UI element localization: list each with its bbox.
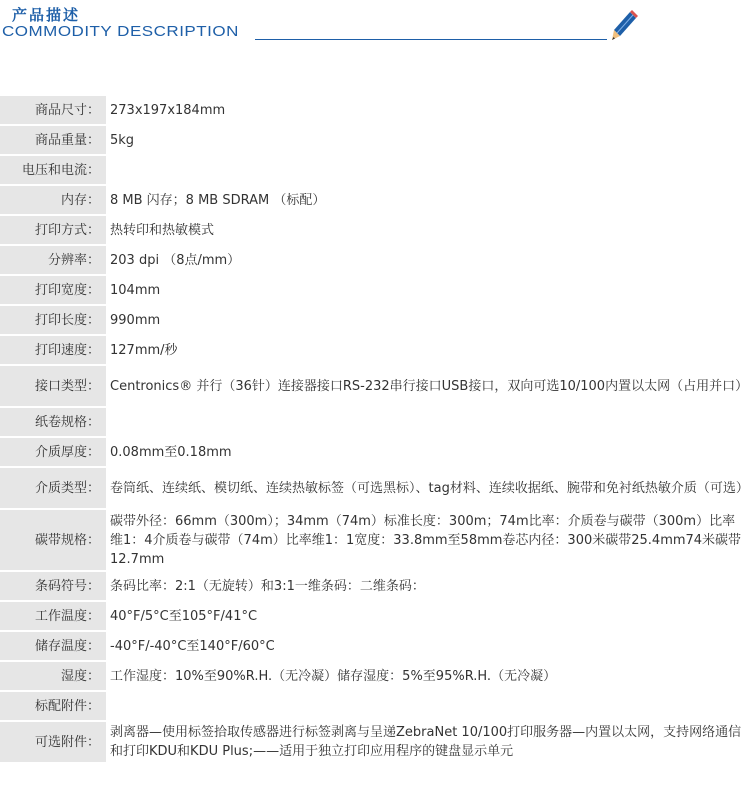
spec-row (0, 631, 750, 661)
spec-label: 打印长度： (0, 305, 106, 335)
header-divider (255, 39, 607, 40)
spec-value: -40°F/-40°C至140°F/60°C (106, 631, 750, 661)
spec-row (0, 601, 750, 631)
spec-row (0, 509, 750, 571)
spec-row (0, 275, 750, 305)
spec-row (0, 365, 750, 407)
spec-label: 标配附件： (0, 691, 106, 721)
spec-value: 剥离器—使用标签拾取传感器进行标签剥离与呈递ZebraNet 10/100打印服务器—内置以太网，支持网络通信和打印KDU和KDU Plus;——适用于独立打印应用程序的键盘显示单元 (106, 721, 750, 763)
pencil-icon (610, 10, 638, 42)
spec-label: 商品重量： (0, 125, 106, 155)
spec-value (106, 691, 750, 721)
spec-label: 碳带规格： (0, 509, 106, 571)
spec-value: 990mm (106, 305, 750, 335)
spec-value: Centronics® 并行（36针）连接器接口RS-232串行接口USB接口，双向可选10/100内置以太网（占用并口） (106, 365, 750, 407)
spec-value: 40°F/5°C至105°F/41°C (106, 601, 750, 631)
spec-label: 接口类型： (0, 365, 106, 407)
section-header (0, 0, 750, 60)
spec-value: 工作湿度：10%至90%R.H.（无冷凝）储存湿度：5%至95%R.H.（无冷凝） (106, 661, 750, 691)
spec-label: 工作温度： (0, 601, 106, 631)
spec-label: 纸卷规格： (0, 407, 106, 437)
spec-row (0, 571, 750, 601)
spec-label: 电压和电流： (0, 155, 106, 185)
spec-value: 卷筒纸、连续纸、模切纸、连续热敏标签（可选黑标）、tag材料、连续收据纸、腕带和免衬纸热敏介质（可选） (106, 467, 750, 509)
spec-label: 内存： (0, 185, 106, 215)
spec-label: 打印方式： (0, 215, 106, 245)
spec-value: 热转印和热敏模式 (106, 215, 750, 245)
spec-row (0, 215, 750, 245)
spec-label: 介质类型： (0, 467, 106, 509)
section-title-en: COMMODITY DESCRIPTION (2, 23, 239, 40)
spec-label: 打印速度： (0, 335, 106, 365)
spec-label: 储存温度： (0, 631, 106, 661)
spec-label: 可选附件： (0, 721, 106, 763)
spec-row (0, 185, 750, 215)
spec-value: 127mm/秒 (106, 335, 750, 365)
spec-row (0, 335, 750, 365)
spec-value: 273x197x184mm (106, 96, 750, 125)
spec-row (0, 245, 750, 275)
spec-row (0, 467, 750, 509)
spec-label: 介质厚度： (0, 437, 106, 467)
spec-row (0, 155, 750, 185)
spec-value: 5kg (106, 125, 750, 155)
spec-value: 8 MB 闪存；8 MB SDRAM （标配） (106, 185, 750, 215)
spec-row (0, 437, 750, 467)
spec-row (0, 691, 750, 721)
spec-value: 0.08mm至0.18mm (106, 437, 750, 467)
spec-value: 203 dpi （8点/mm） (106, 245, 750, 275)
spec-label: 打印宽度： (0, 275, 106, 305)
spec-value (106, 407, 750, 437)
spec-value: 104mm (106, 275, 750, 305)
spec-row (0, 125, 750, 155)
spec-label: 分辨率： (0, 245, 106, 275)
spec-row (0, 407, 750, 437)
spec-label: 条码符号： (0, 571, 106, 601)
spec-label: 商品尺寸： (0, 96, 106, 125)
spec-row (0, 96, 750, 125)
spec-value: 碳带外径：66mm（300m）；34mm（74m）标准长度：300m；74m比率：介质卷与碳带（300m）比率维1：4介质卷与碳带（74m）比率维1：1宽度：33.8mm至58mm卷芯内径：300米碳带25.4mm74米碳带 12.7mm (106, 509, 750, 571)
spec-value: 条码比率：2:1（无旋转）和3:1一维条码：二维条码： (106, 571, 750, 601)
spec-label: 湿度： (0, 661, 106, 691)
spec-row (0, 305, 750, 335)
spec-row (0, 721, 750, 763)
spec-table (0, 96, 750, 764)
spec-value (106, 155, 750, 185)
spec-row (0, 661, 750, 691)
section-title-cn: 产品描述 (12, 6, 81, 24)
